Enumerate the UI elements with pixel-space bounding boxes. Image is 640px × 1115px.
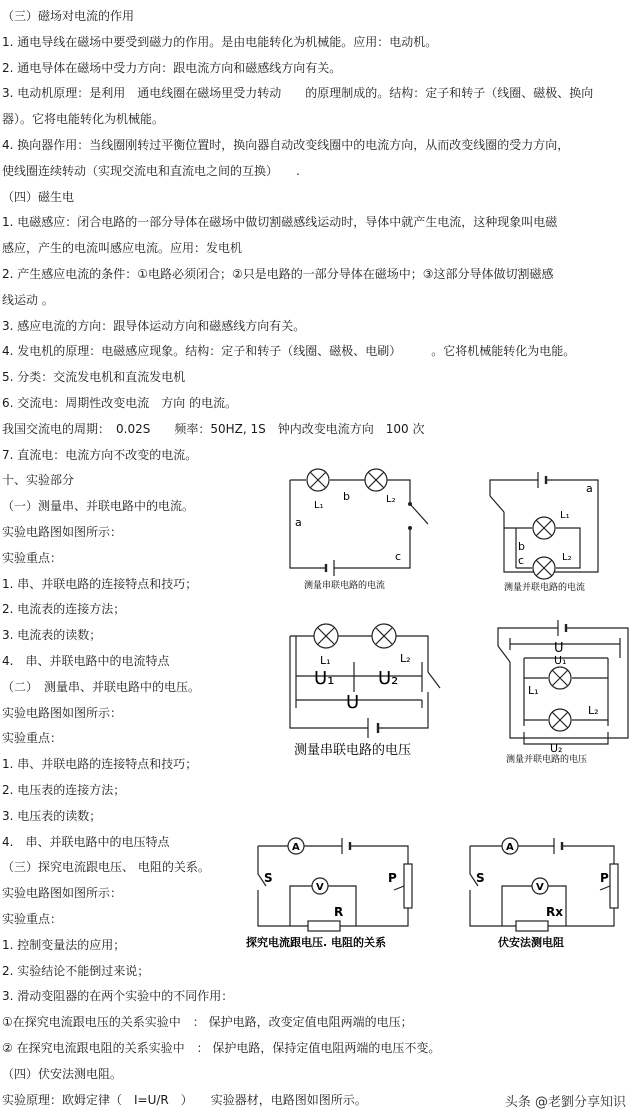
text-line: （四）磁生电 [2,190,75,204]
text-line: 1. 通电导线在磁场中要受到磁力的作用。是由电能转化为机械能。应用：电动机。 [2,35,438,49]
label-l1: L₁ [528,684,539,697]
text-line: 6. 交流电：周期性改变电流 方向 的电流。 [2,396,238,410]
text-line: 4. 串、并联电路中的电流特点 [2,654,170,668]
voltmeter-label: V [316,882,324,893]
text-line: 3. 电动机原理：是利用 通电线圈在磁场里受力转动 的原理制成的。结构：定子和转子（线圈、磁极、换向 [2,86,594,100]
label-u2: U₂ [378,668,399,689]
text-line: （三）磁场对电流的作用 [2,9,135,23]
switch-label: S [476,871,485,885]
diagram-iv-relation [244,828,424,952]
text-line: 我国交流电的周期： 0.02S 频率：50HZ, 1S 钟内改变电流方向 100 次 [2,422,425,436]
diagram-caption: 探究电流跟电压. 电阻的关系 [246,936,387,949]
rheostat-label: P [600,871,609,885]
text-line: 实验电路图如图所示： [2,525,123,539]
text-line: 感应，产生的电流叫感应电流。应用：发电机 [2,241,243,255]
text-line: 4. 串、并联电路中的电压特点 [2,835,170,849]
label-l1: L₁ [314,500,324,511]
text-line: 2. 通电导体在磁场中受力方向：跟电流方向和磁感线方向有关。 [2,61,342,75]
text-line: 3. 电压表的读数； [2,809,102,823]
text-line: 4. 换向器作用：当线圈刚转过平衡位置时，换向器自动改变线圈中的电流方向，从而改变线圈的受力方向， [2,138,570,152]
rheostat-label: P [388,871,397,885]
text-line: 1. 电磁感应：闭合电路的一部分导体在磁场中做切割磁感线运动时，导体中就产生电流，这种现象叫电磁 [2,215,558,229]
text-line: （三）探究电流跟电压、 电阻的关系。 [2,860,210,874]
watermark: 头条 @老劉分享知识 [501,1090,630,1111]
label-a: a [586,482,593,495]
label-u: U [346,692,360,713]
text-line: 1. 串、并联电路的连接特点和技巧； [2,577,198,591]
diagram-caption: 测量串联电路的电压 [294,743,412,758]
label-l2: L₂ [386,494,396,505]
label-b: b [518,540,525,553]
text-line: 3. 感应电流的方向：跟导体运动方向和磁感线方向有关。 [2,319,306,333]
diagram-caption: 测量并联电路的电压 [506,755,588,764]
diagram-caption: 测量并联电路的电流 [504,583,586,593]
diagram-series-voltage [282,622,450,758]
label-b: b [343,490,350,503]
text-line: （二） 测量串、并联电路中的电压。 [2,680,201,694]
label-a: a [295,516,302,529]
text-line: （四）伏安法测电阻。 [2,1067,123,1081]
text-line: 实验重点： [2,912,63,926]
label-l2: L₂ [400,652,411,665]
text-line: 2. 实验结论不能倒过来说； [2,964,150,978]
diagram-voltammetry [462,828,632,952]
label-l2: L₂ [562,552,572,563]
label-l2: L₂ [588,704,599,717]
text-line: 2. 产生感应电流的条件：①电路必须闭合；②只是电路的一部分导体在磁场中；③这部分导体做切割磁感 [2,267,554,281]
label-l1: L₁ [560,510,570,521]
resistor-label: R [334,905,344,919]
text-line: 实验重点： [2,551,63,565]
label-c: c [518,554,525,567]
label-u2: U₂ [550,742,563,755]
text-line: 2. 电压表的连接方法； [2,783,126,797]
text-line: 器）。它将电能转化为机械能。 [2,112,165,126]
text-line: 3. 电流表的读数； [2,628,102,642]
text-line: 2. 电流表的连接方法； [2,602,126,616]
text-line: 线运动 。 [2,293,54,307]
label-u1: U₁ [314,668,335,689]
text-line: ② 在探究电流跟电阻的关系实验中 ： 保护电路，保持定值电阻两端的电压不变。 [2,1041,441,1055]
ammeter-label: A [292,842,300,853]
switch-label: S [264,871,273,885]
text-line: ①在探究电流跟电压的关系实验中 ： 保护电路，改变定值电阻两端的电压； [2,1015,413,1029]
text-line: 实验重点： [2,731,63,745]
text-line: 7. 直流电：电流方向不改变的电流。 [2,448,198,462]
text-line: 使线圈连续转动（实现交流电和直流电之间的互换） . [2,164,300,178]
text-line: 1. 控制变量法的应用； [2,938,126,952]
ammeter-label: A [506,842,514,853]
text-line: 3. 滑动变阻器的在两个实验中的不同作用： [2,989,234,1003]
diagram-parallel-voltage [488,614,638,764]
voltmeter-label: V [536,882,544,893]
resistor-label: Rx [546,905,563,919]
diagram-series-current [280,468,440,592]
diagram-caption: 伏安法测电阻 [498,936,564,949]
diagram-parallel-current [480,468,630,596]
text-line: （一）测量串、并联电路中的电流。 [2,499,195,513]
diagram-caption: 测量串联电路的电流 [304,581,386,591]
text-line: 5. 分类：交流发电机和直流发电机 [2,370,186,384]
text-line: 实验电路图如图所示： [2,706,123,720]
text-line: 实验电路图如图所示： [2,886,123,900]
text-line: 实验原理：欧姆定律（ I=U/R ） 实验器材，电路图如图所示。 [2,1093,367,1107]
text-line: 1. 串、并联电路的连接特点和技巧； [2,757,198,771]
label-l1: L₁ [320,654,331,667]
label-u1: U₁ [554,654,567,667]
label-u: U [554,641,564,656]
text-line: 十、实验部分 [2,473,75,487]
text-line: 4. 发电机的原理：电磁感应现象。结构：定子和转子（线圈、磁极、电刷） 。它将机械能转化为电能。 [2,344,576,358]
label-c: c [395,550,402,563]
